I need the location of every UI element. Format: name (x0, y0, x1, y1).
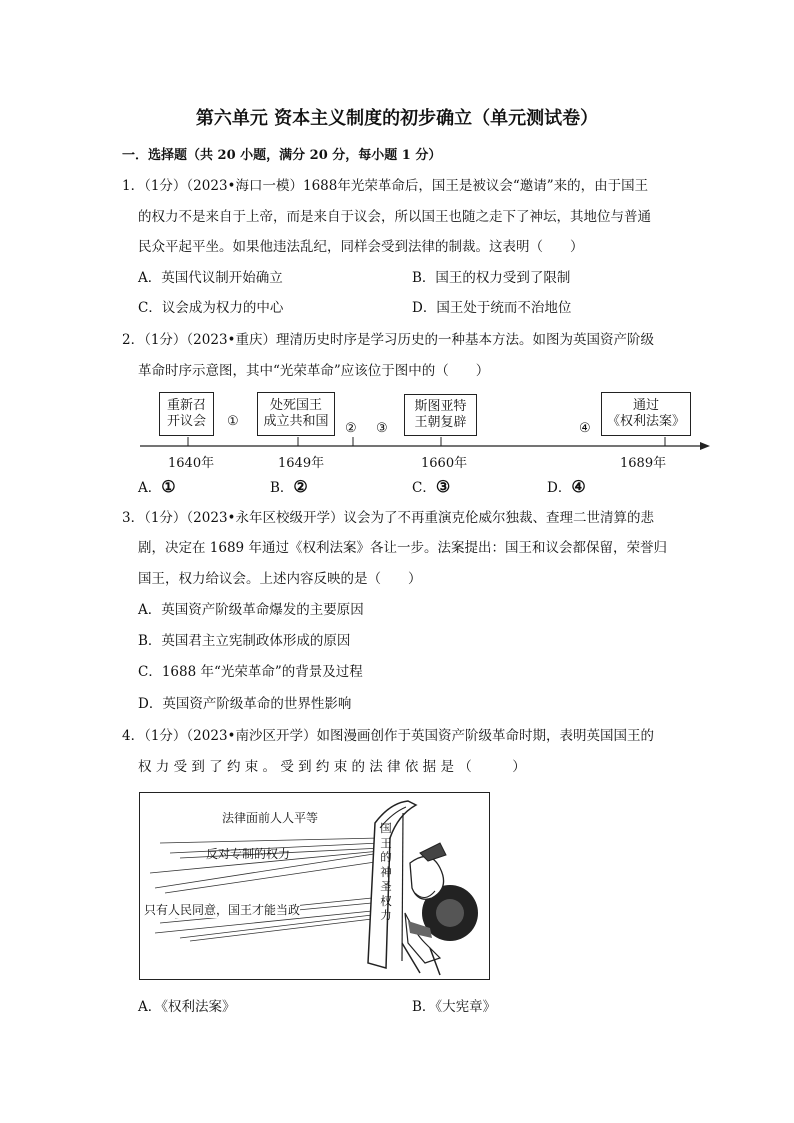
cartoon-label-anti-tyranny: 反对专制的权力 (206, 847, 291, 861)
shield-char: 圣 (380, 879, 392, 893)
box-text: 通过 (632, 398, 659, 413)
q1-line: 1．（1分）（2023•海口一模）1688年光荣革命后，国王是被议会“邀请”来的，由于国王 (122, 178, 649, 194)
q1-option-b[interactable]: B．国王的权力受到了限制 (412, 270, 571, 286)
shield-char: 王 (380, 835, 392, 850)
box-text: 开议会 (166, 414, 206, 429)
cartoon-label-consent: 只有人民同意，国王才能当政 (144, 903, 301, 917)
q2-option-c[interactable] (412, 477, 450, 498)
box-text: 重新召 (166, 398, 206, 413)
option-mark: ④ (571, 477, 586, 496)
q4-option-a[interactable]: A．《权利法案》 (138, 999, 236, 1015)
timeline-year: 1689年 (620, 456, 667, 471)
shield-char: 权 (380, 893, 392, 908)
option-letter: A． (138, 480, 162, 496)
q4-line: 权 力 受 到 了 约 束 。 受 到 约 束 的 法 律 依 据 是 （ ） (138, 759, 526, 775)
option-mark: ③ (435, 477, 451, 496)
box-text: 王朝复辟 (414, 415, 467, 430)
cartoon-image (139, 792, 490, 980)
timeline-box-restoration (404, 394, 477, 436)
q2-line: 革命时序示意图，其中“光荣革命”应该位于图中的（ ） (138, 363, 490, 379)
q2-option-b[interactable] (270, 477, 308, 498)
shield-char: 的 (380, 850, 392, 864)
option-letter: D． (547, 480, 572, 496)
option-mark: ② (293, 477, 308, 496)
timeline-mark-1: ① (227, 414, 239, 429)
cartoon-label-equality: 法律面前人人平等 (222, 811, 319, 825)
q1-option-a[interactable]: A．英国代议制开始确立 (138, 270, 283, 286)
timeline-year: 1649年 (278, 456, 325, 471)
timeline-mark-2: ② (345, 421, 357, 436)
q3-line: 国王，权力给议会。上述内容反映的是（ ） (138, 571, 422, 587)
q3-line: 剧，决定在 1689 年通过《权利法案》各让一步。法案提出：国王和议会都保留，荣誉归 (138, 540, 667, 556)
q2-option-d[interactable] (547, 477, 586, 498)
q1-line: 民众平起平坐。如果他违法乱纪，同样会受到法律的制裁。这表明（ ） (138, 239, 584, 255)
timeline-year: 1640年 (168, 456, 215, 471)
option-mark: ① (161, 477, 176, 496)
q3-option-b[interactable]: B．英国君主立宪制政体形成的原因 (138, 633, 351, 649)
option-letter: C． (412, 480, 436, 496)
timeline-mark-3: ③ (376, 421, 388, 436)
box-text: 处死国王 (269, 398, 322, 413)
option-letter: B． (270, 480, 294, 496)
cartoon-shield-text (378, 821, 394, 923)
timeline-box-bill-of-rights (601, 392, 691, 436)
page-title: 第六单元 资本主义制度的初步确立（单元测试卷） (195, 108, 599, 129)
q1-option-c[interactable]: C．议会成为权力的中心 (138, 300, 284, 316)
shield-char: 力 (380, 908, 392, 922)
timeline-box-parliament (159, 392, 214, 436)
timeline-mark-4: ④ (579, 421, 591, 436)
timeline-box-republic (257, 392, 335, 436)
timeline-year: 1660年 (421, 456, 468, 471)
shield-char: 国 (380, 821, 392, 835)
box-text: 成立共和国 (263, 414, 329, 429)
q2-line: 2．（1分）（2023•重庆）理清历史时序是学习历史的一种基本方法。如图为英国资产阶级 (122, 332, 654, 348)
shield-char: 神 (380, 864, 392, 879)
q3-option-d[interactable]: D．英国资产阶级革命的世界性影响 (138, 696, 352, 712)
q3-line: 3．（1分）（2023•永年区校级开学）议会为了不再重演克伦威尔独裁、查理二世清算的悲 (122, 510, 654, 526)
q3-option-a[interactable]: A．英国资产阶级革命爆发的主要原因 (138, 602, 364, 618)
box-text: 《权利法案》 (606, 414, 685, 429)
section-heading: 一．选择题（共 20 小题，满分 20 分，每小题 1 分） (122, 148, 442, 163)
q4-option-b[interactable]: B．《大宪章》 (412, 999, 497, 1015)
q1-line: 的权力不是来自于上帝，而是来自于议会，所以国王也随之走下了神坛，其地位与普通 (138, 209, 651, 225)
q1-option-d[interactable]: D．国王处于统而不治地位 (412, 300, 572, 316)
q2-option-a[interactable] (138, 477, 176, 498)
q3-option-c[interactable]: C．1688 年“光荣革命”的背景及过程 (138, 664, 363, 680)
q4-line: 4．（1分）（2023•南沙区开学）如图漫画创作于英国资产阶级革命时期，表明英国国王的 (122, 728, 654, 744)
box-text: 斯图亚特 (414, 399, 467, 414)
